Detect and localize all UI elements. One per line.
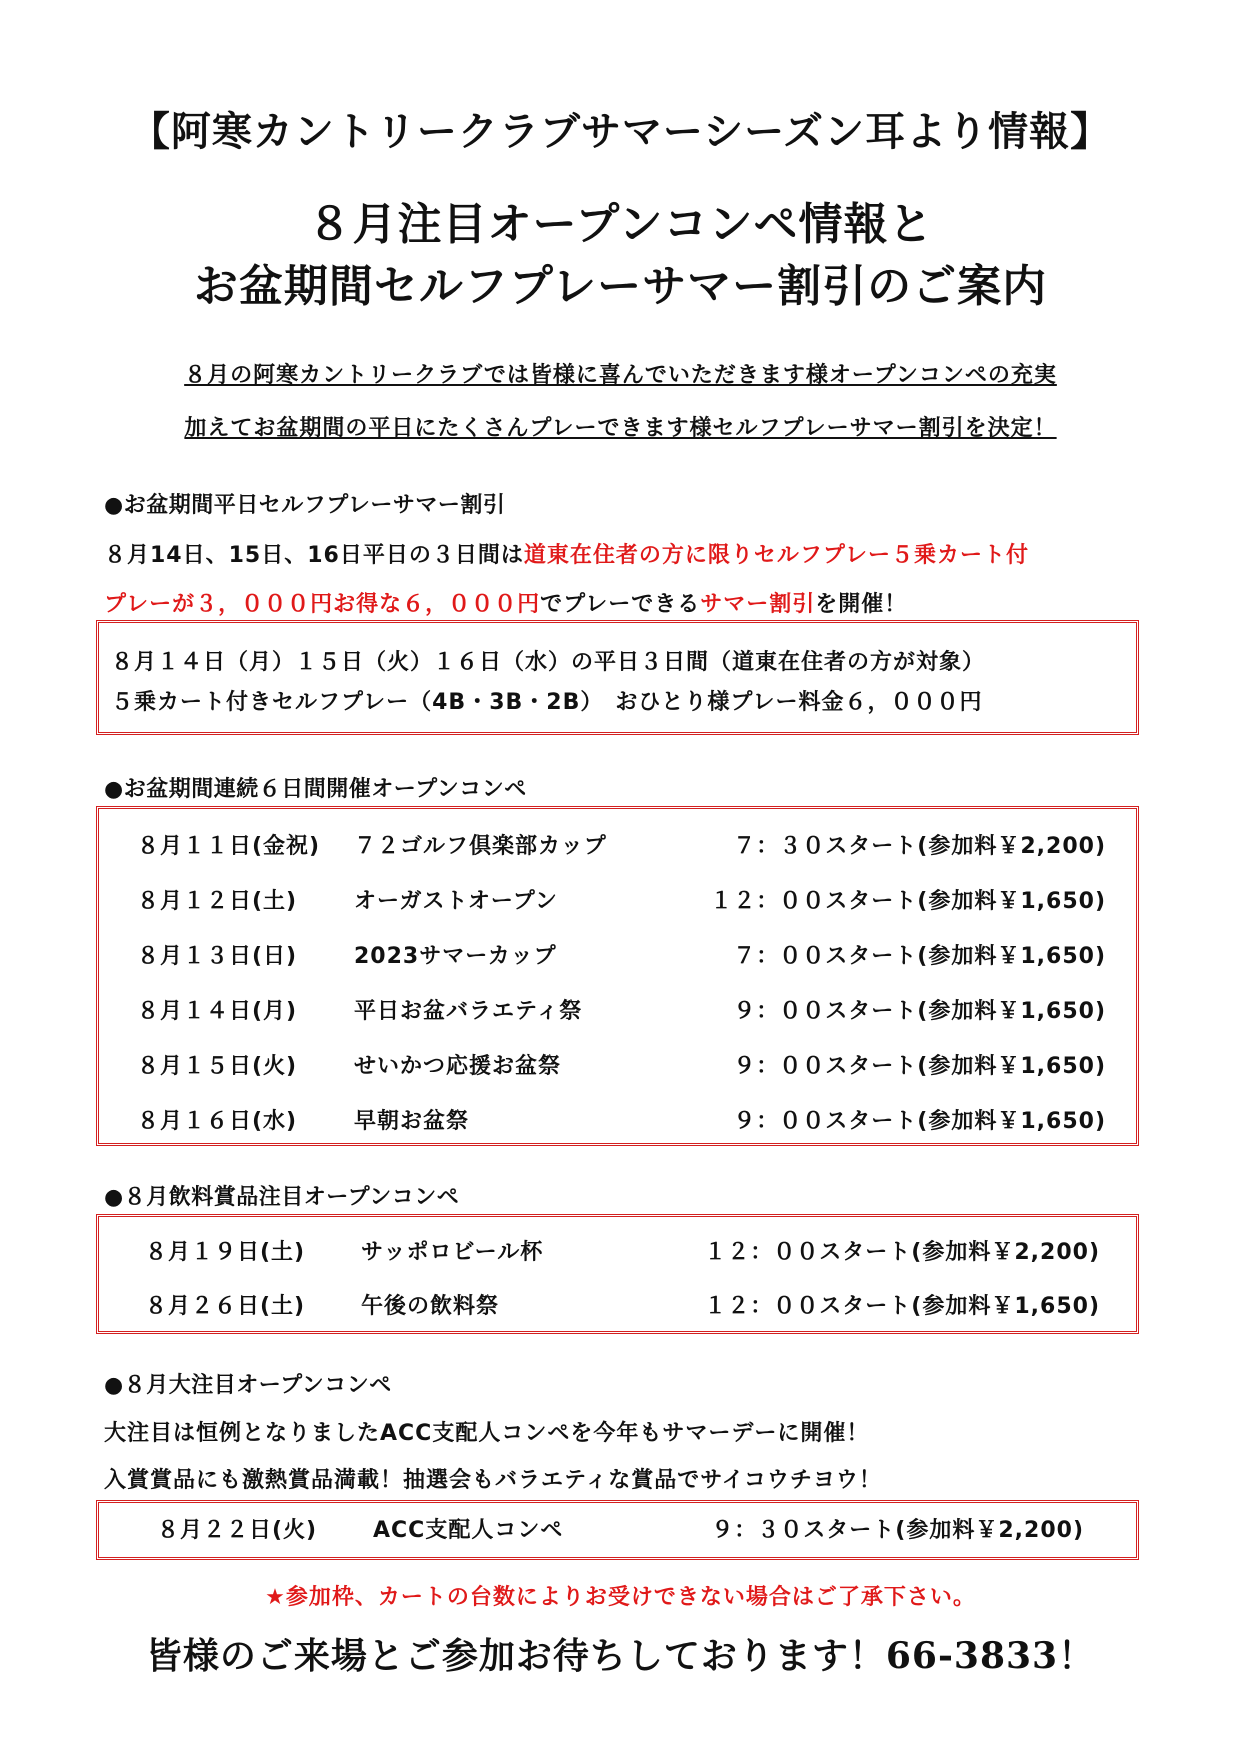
discount-text-line2 [104,587,907,618]
row-start: １２：００スタート(参加料￥1,650) [710,889,1106,914]
discount-text-red: 道東在住者の方に限りセルフプレー５乗カート付 [523,543,1029,568]
row-start: ９：３０スタート(参加料￥2,200) [711,1518,1084,1543]
schedule-row [99,994,1136,1034]
row-name: ７２ゴルフ倶楽部カップ [354,834,607,859]
row-start: ９：００スタート(参加料￥1,650) [733,999,1106,1024]
row-date: ８月１６日(水) [137,1109,298,1134]
big-heading: ●８月大注目オープンコンペ [104,1373,392,1398]
row-name: 午後の飲料祭 [361,1294,500,1319]
discount-box-line2: ５乗カート付きセルフプレー（4B・3B・2B） おひとり様プレー料金６，０００円 [111,690,983,715]
row-name: 2023サマーカップ [354,944,557,969]
discount-text-line1 [104,538,1029,569]
row-date: ８月１３日(日) [137,944,298,969]
drink-schedule-box [96,1214,1139,1334]
row-start: １２：００スタート(参加料￥1,650) [704,1294,1100,1319]
discount-price-red: プレーが３，０００円お得な６，０００円 [104,592,541,617]
schedule-row [99,1049,1136,1089]
row-start: ７：３０スタート(参加料￥2,200) [733,834,1106,859]
schedule-row [99,1289,1136,1329]
row-name: 平日お盆バラエティ祭 [354,999,583,1024]
schedule-row [99,884,1136,924]
obon-schedule-box [96,806,1139,1146]
discount-text-black: ８月14日、15日、16日平日の３日間は [104,543,524,568]
page-title-line1: ８月注目オープンコンペ情報と [307,199,934,250]
obon-heading: ●お盆期間連続６日間開催オープンコンペ [104,777,527,802]
discount-box-line1: ８月１４日（月）１５日（火）１６日（水）の平日３日間（道東在住者の方が対象） [111,650,986,675]
notice-text: ★参加枠、カートの台数によりお受けできない場合はご了承下さい。 [265,1585,976,1610]
page-header: 【阿寒カントリークラブサマーシーズン耳より情報】 [129,109,1112,155]
summer-discount-red: サマー割引 [700,592,816,617]
schedule-row [99,939,1136,979]
row-date: ８月１１日(金祝) [137,834,321,859]
discount-heading: ●お盆期間平日セルフプレーサマー割引 [104,493,506,518]
row-start: ７：００スタート(参加料￥1,650) [733,944,1106,969]
big-text-line2: 入賞賞品にも激熱賞品満載！抽選会もバラエティな賞品でサイコウチヨウ！ [104,1468,882,1493]
schedule-row [99,829,1136,869]
schedule-row [99,1235,1136,1275]
row-date: ８月１５日(火) [137,1054,298,1079]
closing-text: 皆様のご来場とご参加お待ちしております！66-3833！ [145,1635,1096,1677]
row-date: ８月２２日(火) [157,1518,318,1543]
row-name: オーガストオープン [354,889,558,914]
page-title-line2: お盆期間セルフプレーサマー割引のご案内 [193,261,1048,312]
row-start: ９：００スタート(参加料￥1,650) [733,1054,1106,1079]
row-name: せいかつ応援お盆祭 [354,1054,562,1079]
drink-heading: ●８月飲料賞品注目オープンコンペ [104,1185,460,1210]
row-name: ACC支配人コンペ [373,1518,564,1543]
big-schedule-box [96,1500,1139,1560]
discount-box [96,620,1139,735]
row-date: ８月１９日(土) [145,1240,306,1265]
row-date: ８月１４日(月) [137,999,298,1024]
discount-text-black3: を開催！ [815,592,908,617]
row-start: １２：００スタート(参加料￥2,200) [704,1240,1100,1265]
row-date: ８月１２日(土) [137,889,298,914]
row-name: 早朝お盆祭 [354,1109,470,1134]
row-start: ９：００スタート(参加料￥1,650) [733,1109,1106,1134]
row-date: ８月２６日(土) [145,1294,306,1319]
intro-line1: ８月の阿寒カントリークラブでは皆様に喜んでいただきます様オープンコンペの充実 [184,363,1057,388]
big-text-line1: 大注目は恒例となりましたACC支配人コンペを今年もサマーデーに開催！ [104,1421,870,1446]
discount-text-black2: でプレーできる [540,592,701,617]
row-name: サッポロビール杯 [361,1240,544,1265]
schedule-row [99,1513,1136,1553]
schedule-row [99,1104,1136,1144]
intro-line2: 加えてお盆期間の平日にたくさんプレーできます様セルフプレーサマー割引を決定！ [184,416,1057,441]
